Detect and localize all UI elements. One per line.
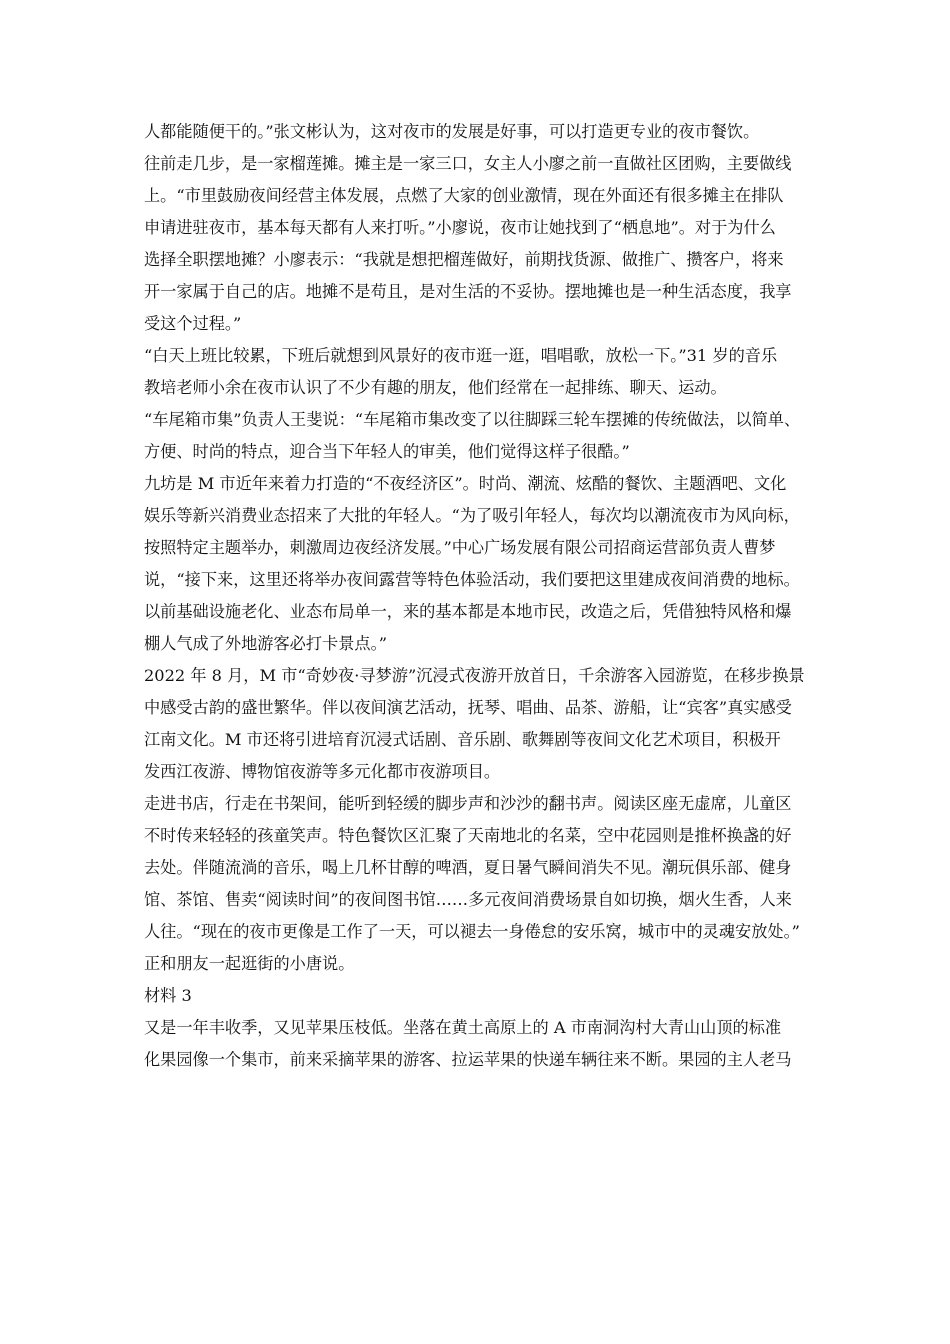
text-line: 不时传来轻轻的孩童笑声。特色餐饮区汇聚了天南地北的名菜，空中花园则是推杯换盏的好 bbox=[144, 826, 792, 845]
text-line: 按照特定主题举办，刺激周边夜经济发展。”中心广场发展有限公司招商运营部负责人曹梦 bbox=[144, 538, 776, 557]
text-line: 以前基础设施老化、业态布局单一，来的基本都是本地市民，改造之后，凭借独特风格和爆 bbox=[144, 602, 792, 621]
text-line: “车尾箱市集”负责人王斐说：“车尾箱市集改变了以往脚踩三轮车摆摊的传统做法，以简单、 bbox=[144, 410, 801, 429]
text-line: “白天上班比较累，下班后就想到风景好的夜市逛一逛，唱唱歌，放松一下。”31 岁的音乐 bbox=[144, 346, 778, 365]
text-line: 受这个过程。” bbox=[144, 314, 242, 333]
text-line: 娱乐等新兴消费业态招来了大批的年轻人。“为了吸引年轻人，每次均以潮流夜市为风向标， bbox=[144, 506, 800, 525]
section-heading: 材料 3 bbox=[144, 986, 192, 1005]
text-line: 说，“接下来，这里还将举办夜间露营等特色体验活动，我们要把这里建成夜间消费的地标。 bbox=[144, 570, 800, 589]
text-line: 开一家属于自己的店。地摊不是苟且，是对生活的不妥协。摆地摊也是一种生活态度，我享 bbox=[144, 282, 792, 301]
text-line: 选择全职摆地摊？小廖表示：“我就是想把榴莲做好，前期找货源、做推广、攒客户，将来 bbox=[144, 250, 784, 269]
text-line: 中感受古韵的盛世繁华。伴以夜间演艺活动，抚琴、唱曲、品茶、游船，让“宾客”真实感受 bbox=[144, 698, 792, 717]
text-line: 去处。伴随流淌的音乐，喝上几杯甘醇的啤酒，夏日暑气瞬间消失不见。潮玩俱乐部、健身 bbox=[144, 858, 792, 877]
text-line: 上。“市里鼓励夜间经营主体发展，点燃了大家的创业激情，现在外面还有很多摊主在排队 bbox=[144, 186, 784, 205]
text-line: 2022 年 8 月，M 市“奇妙夜·寻梦游”沉浸式夜游开放首日，千余游客入园游览，在移步换景 bbox=[144, 666, 805, 685]
text-line: 棚人气成了外地游客必打卡景点。” bbox=[144, 634, 387, 653]
text-line: 往前走几步，是一家榴莲摊。摊主是一家三口，女主人小廖之前一直做社区团购，主要做线 bbox=[144, 154, 792, 173]
text-line: 江南文化。M 市还将引进培育沉浸式话剧、音乐剧、歌舞剧等夜间文化艺术项目，积极开 bbox=[144, 730, 781, 749]
text-line: 走进书店，行走在书架间，能听到轻缓的脚步声和沙沙的翻书声。阅读区座无虚席，儿童区 bbox=[144, 794, 792, 813]
text-line: 人都能随便干的。”张文彬认为，这对夜市的发展是好事，可以打造更专业的夜市餐饮。 bbox=[144, 122, 760, 141]
text-line: 教培老师小余在夜市认识了不少有趣的朋友，他们经常在一起排练、聊天、运动。 bbox=[144, 378, 727, 397]
text-line: 发西江夜游、博物馆夜游等多元化都市夜游项目。 bbox=[144, 762, 501, 781]
text-line: 人往。“现在的夜市更像是工作了一天，可以褪去一身倦怠的安乐窝，城市中的灵魂安放处。” bbox=[144, 922, 800, 941]
text-line: 化果园像一个集市，前来采摘苹果的游客、拉运苹果的快递车辆往来不断。果园的主人老马 bbox=[144, 1050, 792, 1069]
text-line: 馆、茶馆、售卖“阅读时间”的夜间图书馆……多元夜间消费场景自如切换，烟火生香，人来 bbox=[144, 890, 792, 909]
text-line: 方便、时尚的特点，迎合当下年轻人的审美，他们觉得这样子很酷。” bbox=[144, 442, 630, 461]
text-line: 又是一年丰收季，又见苹果压枝低。坐落在黄土高原上的 A 市南洞沟村大青山山顶的标准 bbox=[144, 1018, 782, 1037]
text-line: 九坊是 M 市近年来着力打造的“不夜经济区”。时尚、潮流、炫酷的餐饮、主题酒吧、文化 bbox=[144, 474, 787, 493]
text-line: 正和朋友一起逛街的小唐说。 bbox=[144, 954, 355, 973]
document-body bbox=[144, 116, 864, 1076]
text-line: 申请进驻夜市，基本每天都有人来打听。”小廖说，夜市让她找到了“栖息地”。对于为什么 bbox=[144, 218, 776, 237]
